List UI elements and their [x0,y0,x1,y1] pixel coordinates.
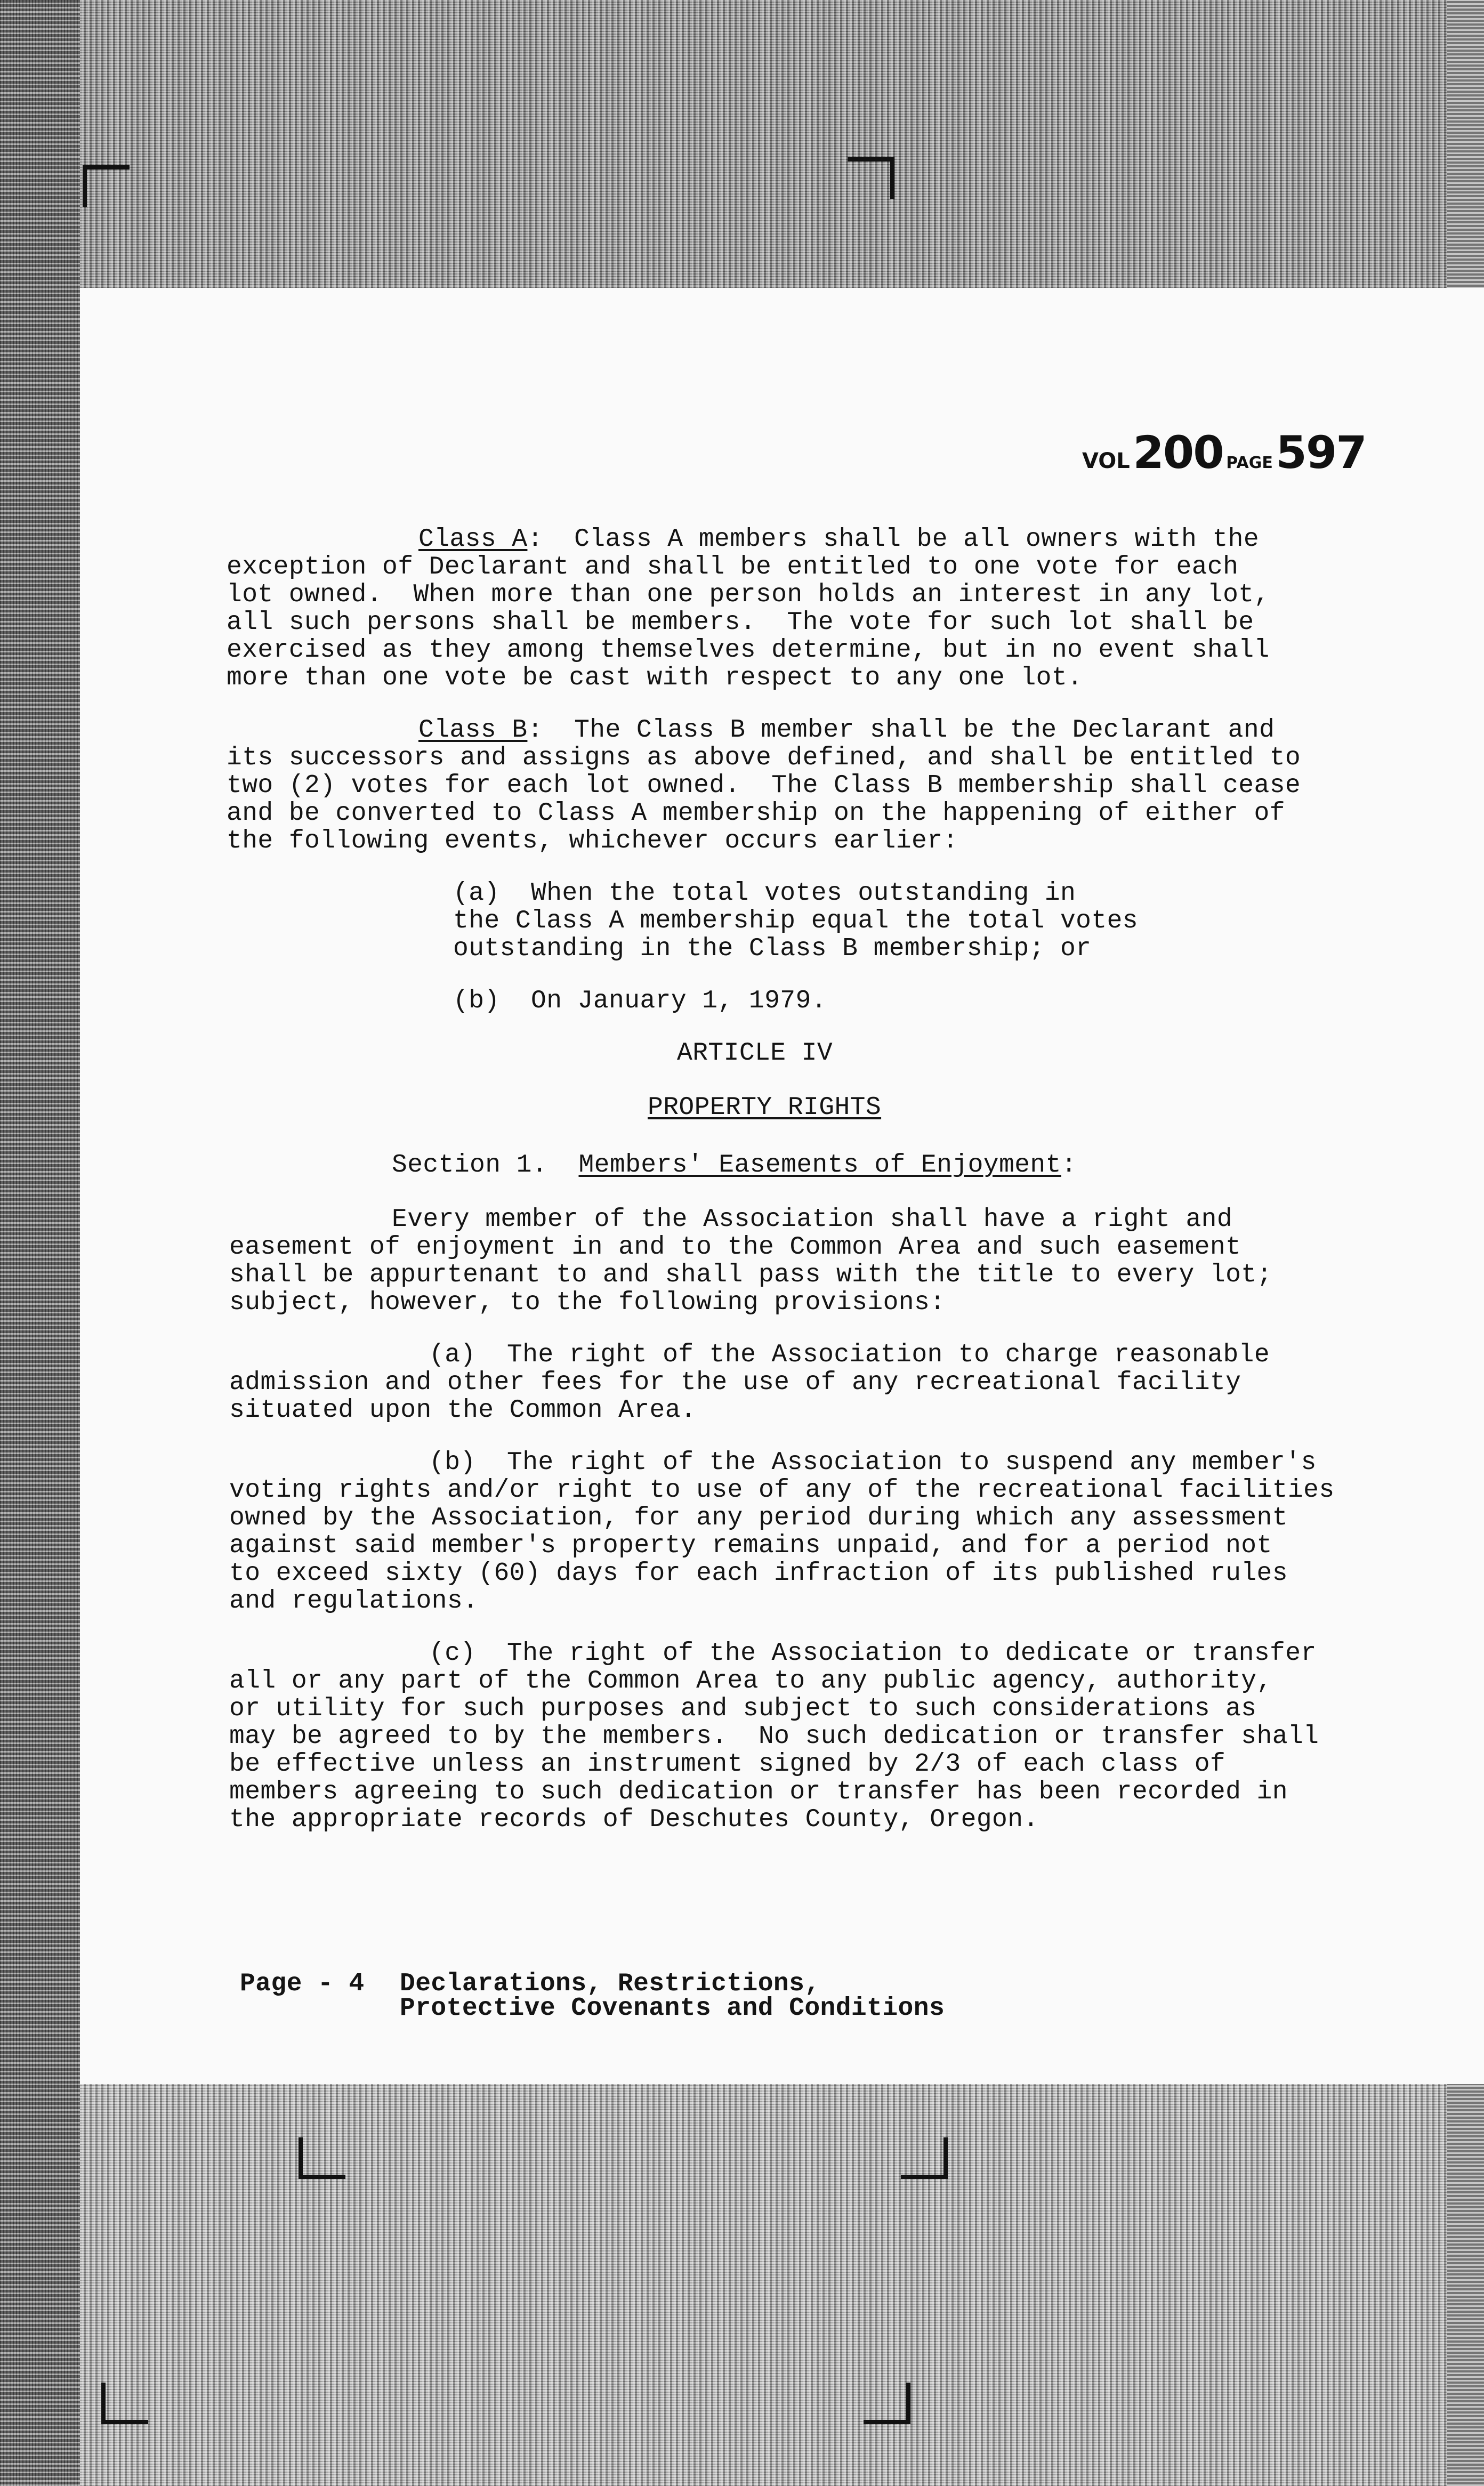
corner-mark-bottom-right [864,2383,910,2424]
footer-title-line-2: Protective Covenants and Conditions [400,1994,945,2023]
corner-mark-top-left [83,165,130,207]
corner-mark-lower-left [299,2137,345,2179]
scan-noise-bottom [0,2079,1484,2486]
corner-mark-top-right [848,157,894,199]
section-1-intro-line-2: easement of enjoyment in and to the Common Area and such easement [229,1233,1241,1262]
scan-noise-top [0,0,1484,290]
footer-title-line-1: Declarations, Restrictions, [400,1970,820,1998]
section-1-item-c-line-2: all or any part of the Common Area to any public agency, authority, [229,1667,1272,1696]
section-1-item-c-line-6: members agreeing to such dedication or transfer has been recorded in [229,1778,1288,1806]
section-1-item-c-line-1: (c) The right of the Association to dedicate or transfer [429,1639,1317,1668]
stamp-vol: VOL [1082,449,1130,473]
section-1-intro-line-1: Every member of the Association shall have a right and [392,1205,1233,1234]
section-1-item-a-line-3: situated upon the Common Area. [229,1396,697,1425]
section-1-item-a-line-2: admission and other fees for the use of any recreational facility [229,1368,1241,1397]
section-1-item-c-line-5: be effective unless an instrument signed by 2/3 of each class of [229,1750,1226,1779]
class-b-line-5: the following events, whichever occurs earlier: [227,827,958,855]
stamp-volume-number: 200 [1133,426,1223,479]
class-b-line-1: Class B: The Class B member shall be the Declarant and [418,716,1275,745]
class-a-line-1: Class A: Class A members shall be all owners with the [418,525,1260,554]
article-number: ARTICLE IV [677,1039,833,1068]
section-1-heading: Section 1. Members' Easements of Enjoyment: [392,1151,1077,1180]
section-1-item-c-line-3: or utility for such purposes and subject to such considerations as [229,1694,1257,1723]
corner-mark-lower-right [901,2137,948,2179]
corner-mark-bottom-left [101,2383,148,2424]
section-1-item-b-line-1: (b) The right of the Association to suspend any member's [429,1448,1317,1477]
class-b-heading: Class B [418,716,528,745]
class-a-line-5: exercised as they among themselves determine, but in no event shall [227,636,1270,665]
section-1-intro-line-3: shall be appurtenant to and shall pass with the title to every lot; [229,1261,1272,1289]
section-1-label: Section 1. [392,1151,548,1180]
section-1-item-c-line-4: may be agreed to by the members. No such dedication or transfer shall [229,1722,1319,1751]
section-1-item-b-line-3: owned by the Association, for any period during which any assessment [229,1504,1288,1532]
class-b-item-a-line-3: outstanding in the Class B membership; or [453,934,1092,963]
class-a-heading: Class A [418,525,528,554]
class-a-line-6: more than one vote be cast with respect to any one lot. [227,664,1083,692]
class-a-line-4: all such persons shall be members. The vote for such lot shall be [227,608,1254,637]
section-1-item-a-line-1: (a) The right of the Association to charge reasonable [429,1341,1270,1369]
section-1-item-b-line-4: against said member's property remains unpaid, and for a period not [229,1531,1272,1560]
section-1-intro-line-4: subject, however, to the following provisions: [229,1288,946,1317]
article-title: PROPERTY RIGHTS [648,1093,882,1122]
class-b-line-4: and be converted to Class A membership on the happening of either of [227,799,1285,828]
class-a-line-2: exception of Declarant and shall be entitled to one vote for each [227,553,1239,582]
stamp-page-label: PAGE [1226,454,1273,472]
class-b-item-b: (b) On January 1, 1979. [453,987,827,1015]
section-1-item-b-line-5: to exceed sixty (60) days for each infraction of its published rules [229,1559,1288,1588]
section-1-item-b-line-6: and regulations. [229,1587,479,1616]
section-1-item-b-line-2: voting rights and/or right to use of any of the recreational facilities [229,1476,1335,1505]
section-1-item-c-line-7: the appropriate records of Deschutes County, Oregon. [229,1805,1039,1834]
scan-noise-left [0,0,80,2486]
footer-page-number: Page - 4 [240,1970,365,1998]
class-a-line-3: lot owned. When more than one person holds an interest in any lot, [227,580,1270,609]
class-b-line-2: its successors and assigns as above defined, and shall be entitled to [227,744,1301,772]
recording-stamp [1082,426,1366,479]
stamp-page-number: 597 [1276,426,1366,479]
class-b-item-a-line-2: the Class A membership equal the total votes [453,907,1139,935]
class-b-item-a-line-1: (a) When the total votes outstanding in [453,879,1076,908]
class-b-line-3: two (2) votes for each lot owned. The Class B membership shall cease [227,771,1301,800]
section-1-title: Members' Easements of Enjoyment [578,1151,1061,1180]
